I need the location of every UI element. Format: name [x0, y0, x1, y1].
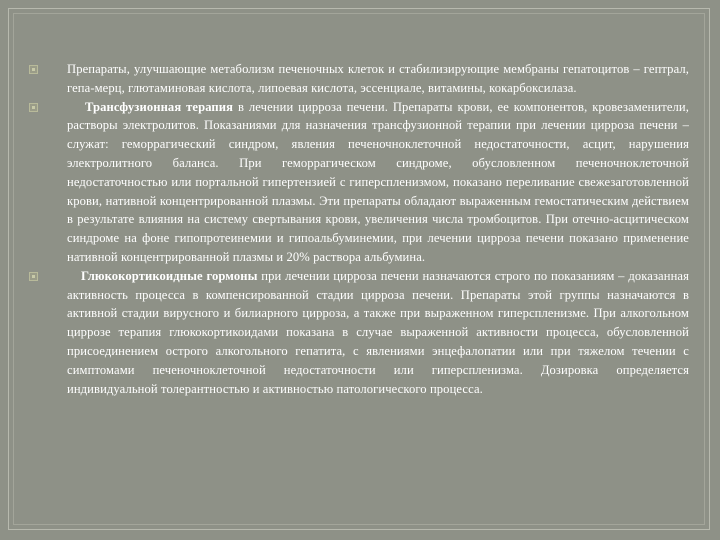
bullet-icon — [29, 103, 38, 112]
paragraph-heading: Глюкокортикоидные гормоны — [81, 268, 258, 283]
paragraph-glucocorticoids — [67, 267, 689, 399]
bullet-icon — [29, 272, 38, 281]
paragraph-transfusion — [67, 98, 689, 267]
bullet-icon — [29, 65, 38, 74]
paragraph-metabolism — [67, 60, 689, 98]
slide-content — [67, 60, 689, 398]
paragraph-text: при лечении цирроза печени назначаются строго по показаниям – доказанная активность процесса в компенсированной стадии цирроза печени. Препараты этой группы назначаются в активной стадии вирусного и билиарного цирроза, а также при выраженном гиперспленизме. При алкогольном циррозе терапия глюкокортикоидами показана в случае выраженной активности процесса, обусловленной присоединением острого алкогольного гепатита, с явлениями энцефалопатии или при тяжелом течении с симптомами печеночноклеточной недостаточности или гиперспленизма. Дозировка определяется индивидуальной толерантностью и активностью патологического процесса. — [67, 268, 689, 396]
paragraph-heading: Трансфузионная терапия — [85, 99, 234, 114]
paragraph-text: Препараты, улучшающие метаболизм печеночных клеток и стабилизирующие мембраны гепатоцитов – гептрал, гепа-мерц, глютаминовая кислота, липоевая кислота, эссенциале, витамины, кокарбоксилаза. — [67, 62, 689, 95]
paragraph-text: в лечении цирроза печени. Препараты крови, ее компонентов, кровезаменители, растворы электролитов. Показаниями для назначения трансфузионной терапии при лечении цирроза печени – служат: геморрагический синдром, явления печеночноклеточной недостаточности, асцит, нарушения электролитного баланса. При геморрагическом синдроме, обусловленном печеночноклеточной недостаточностью или портальной гипертензией с гиперспленизмом, показано переливание свежезаготовленной крови, нативной концентрированной плазмы. Эти препараты обладают выраженным гемостатическим действием в результате влияния на систему свертывания крови, увеличения числа тромбоцитов. При отечно-асцитическом синдроме на фоне гипопротеинемии и гипоальбуминемии, при лечении цирроза печени показано применение нативной концентрированной плазмы и 20% раствора альбумина. — [67, 99, 689, 264]
